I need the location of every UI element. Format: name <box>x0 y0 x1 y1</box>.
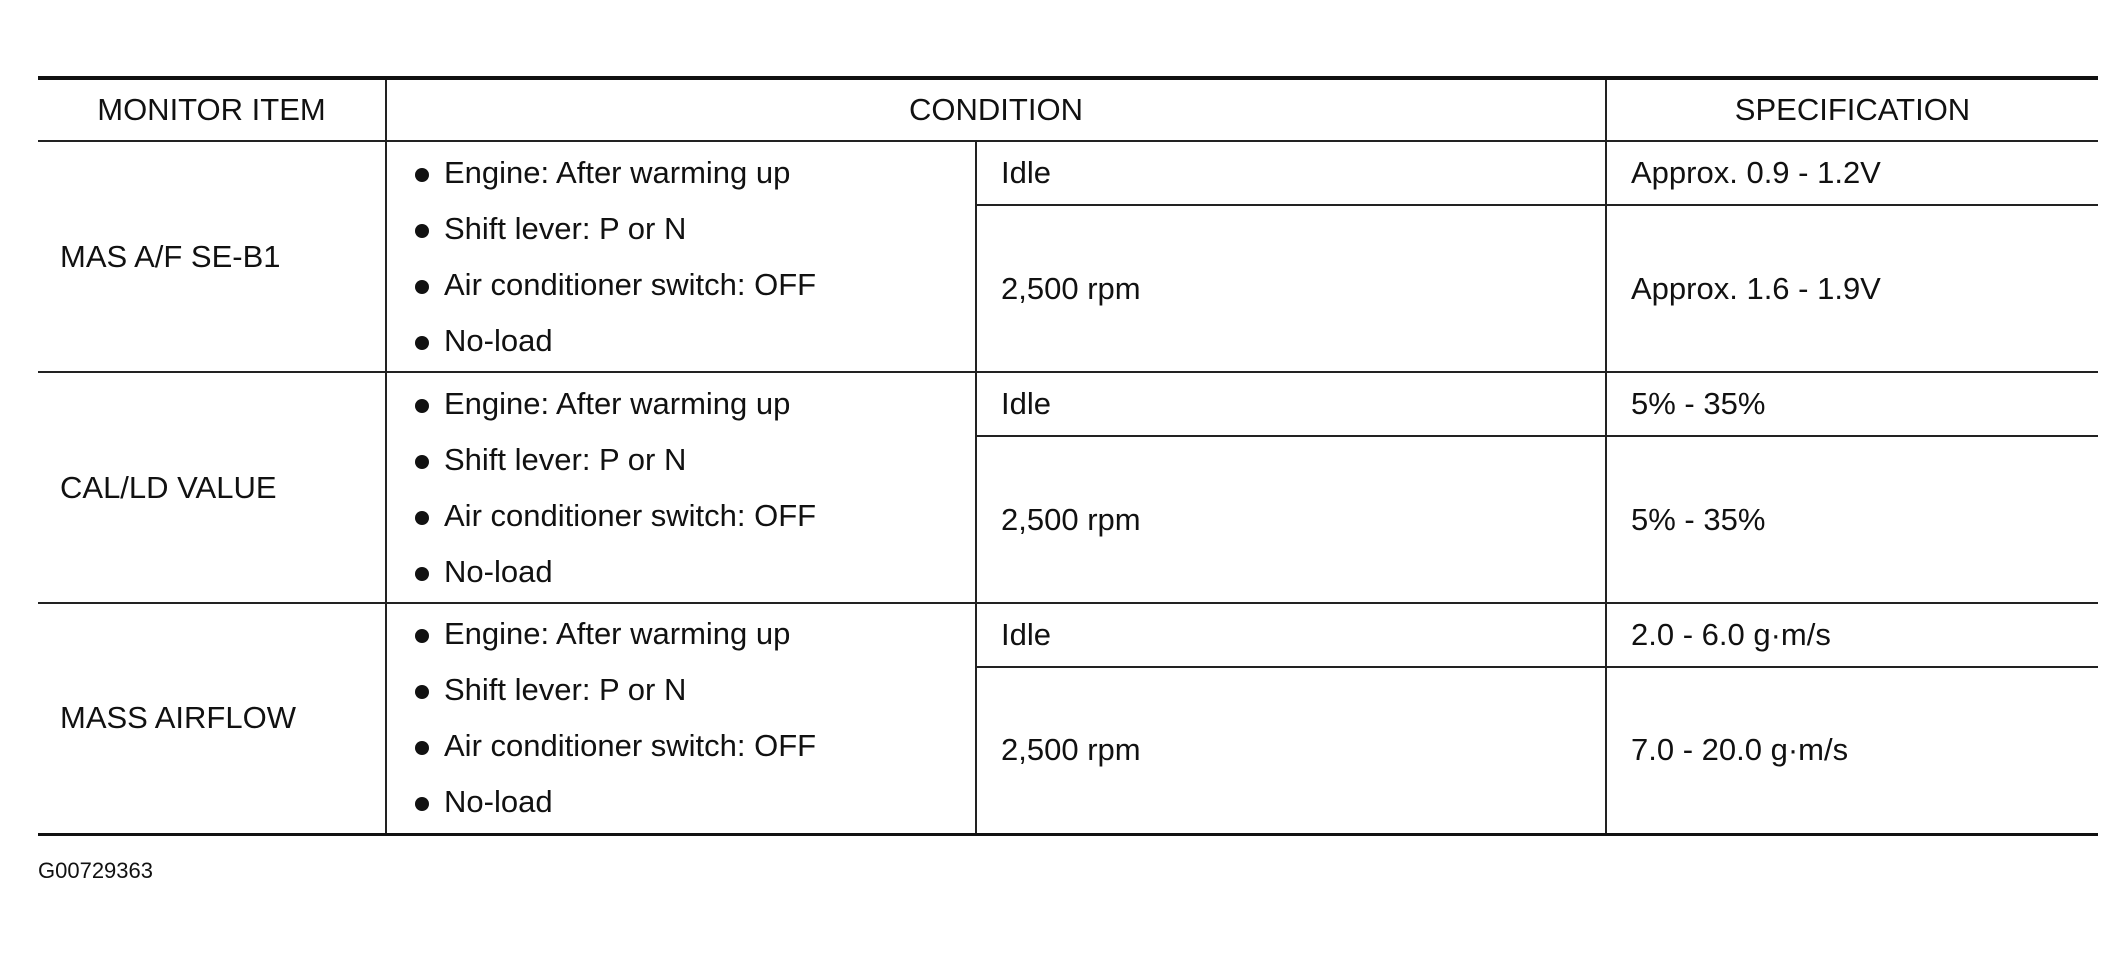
bullet-icon <box>415 336 429 350</box>
idle-spec-cell: 5% - 35% <box>1606 372 2098 436</box>
rpm-label-cell: 2,500 rpm <box>976 205 1606 372</box>
bullet-icon <box>415 629 429 643</box>
bullet-icon <box>415 399 429 413</box>
bullet-icon <box>415 455 429 469</box>
list-item <box>411 201 975 257</box>
list-item <box>411 662 975 718</box>
header-row <box>38 78 2098 141</box>
condition-text: No-load <box>444 322 553 358</box>
condition-list-cell <box>386 603 976 834</box>
condition-text: No-load <box>444 784 553 820</box>
rpm-spec-cell: 7.0 - 20.0 g·m/s <box>1606 667 2098 834</box>
condition-text: Engine: After warming up <box>444 616 791 652</box>
bullet-icon <box>415 280 429 294</box>
rpm-label-cell: 2,500 rpm <box>976 436 1606 603</box>
list-item <box>411 774 975 830</box>
bullet-icon <box>415 567 429 581</box>
list-item <box>411 376 975 432</box>
idle-spec-cell: Approx. 0.9 - 1.2V <box>1606 141 2098 205</box>
list-item <box>411 313 975 369</box>
bullet-icon <box>415 511 429 525</box>
condition-list <box>387 376 975 600</box>
list-item <box>411 718 975 774</box>
rpm-label-cell: 2,500 rpm <box>976 667 1606 834</box>
rpm-spec-cell: 5% - 35% <box>1606 436 2098 603</box>
monitor-item-cell: MASS AIRFLOW <box>38 603 386 834</box>
specification-table <box>38 76 2098 836</box>
monitor-item-cell: CAL/LD VALUE <box>38 372 386 603</box>
list-item <box>411 488 975 544</box>
bullet-icon <box>415 224 429 238</box>
bullet-icon <box>415 685 429 699</box>
idle-label-cell: Idle <box>976 141 1606 205</box>
condition-text: Air conditioner switch: OFF <box>444 497 817 533</box>
list-item <box>411 544 975 600</box>
condition-text: Engine: After warming up <box>444 385 791 421</box>
figure-id: G00729363 <box>38 858 153 883</box>
list-item <box>411 606 975 662</box>
condition-list <box>387 606 975 830</box>
header-specification: SPECIFICATION <box>1606 78 2098 141</box>
idle-spec-cell: 2.0 - 6.0 g·m/s <box>1606 603 2098 667</box>
rpm-spec-cell: Approx. 1.6 - 1.9V <box>1606 205 2098 372</box>
bullet-icon <box>415 797 429 811</box>
condition-text: Air conditioner switch: OFF <box>444 266 817 302</box>
condition-list <box>387 145 975 369</box>
bullet-icon <box>415 168 429 182</box>
idle-label-cell: Idle <box>976 372 1606 436</box>
header-monitor-item: MONITOR ITEM <box>38 78 386 141</box>
header-condition: CONDITION <box>386 78 1606 141</box>
table-row <box>38 603 2098 667</box>
monitor-item-cell: MAS A/F SE-B1 <box>38 141 386 372</box>
condition-text: Air conditioner switch: OFF <box>444 728 817 764</box>
condition-text: Engine: After warming up <box>444 154 791 190</box>
idle-label-cell: Idle <box>976 603 1606 667</box>
condition-text: Shift lever: P or N <box>444 441 687 477</box>
condition-text: Shift lever: P or N <box>444 210 687 246</box>
list-item <box>411 145 975 201</box>
condition-list-cell <box>386 372 976 603</box>
table-row <box>38 141 2098 205</box>
bullet-icon <box>415 741 429 755</box>
condition-list-cell <box>386 141 976 372</box>
list-item <box>411 257 975 313</box>
list-item <box>411 432 975 488</box>
condition-text: Shift lever: P or N <box>444 672 687 708</box>
table-row <box>38 372 2098 436</box>
condition-text: No-load <box>444 553 553 589</box>
